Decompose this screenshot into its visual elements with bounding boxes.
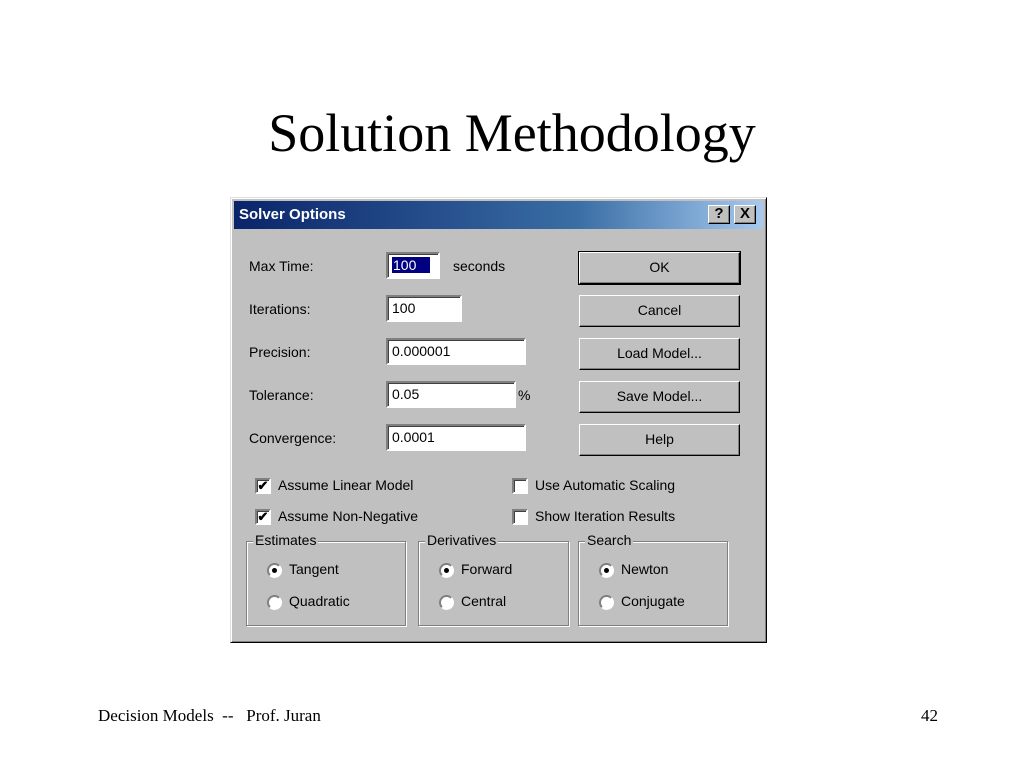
help-button[interactable]: Help — [579, 424, 740, 456]
save-model-button[interactable]: Save Model... — [579, 381, 740, 413]
use-automatic-scaling-label: Use Automatic Scaling — [535, 477, 676, 493]
show-iteration-results-checkbox[interactable] — [512, 509, 528, 525]
search-title: Search — [587, 532, 632, 548]
tolerance-input[interactable]: 0.05 — [386, 381, 516, 408]
estimates-title: Estimates — [255, 532, 317, 548]
newton-radio[interactable] — [599, 563, 614, 578]
precision-input[interactable]: 0.000001 — [386, 338, 526, 365]
estimates-group — [246, 532, 406, 626]
derivatives-title: Derivatives — [427, 532, 497, 548]
use-automatic-scaling-checkbox[interactable] — [512, 478, 528, 494]
cancel-button[interactable]: Cancel — [579, 295, 740, 327]
newton-label: Newton — [621, 561, 669, 577]
tangent-radio[interactable] — [267, 563, 282, 578]
help-icon[interactable]: ? — [708, 205, 730, 224]
dialog-titlebar[interactable] — [234, 201, 763, 229]
search-group — [578, 532, 728, 626]
quadratic-radio[interactable] — [267, 595, 282, 610]
assume-non-negative-checkbox[interactable]: ✔ — [255, 509, 271, 525]
conjugate-label: Conjugate — [621, 593, 685, 609]
max-time-value: 100 — [392, 257, 430, 273]
dialog-title: Solver Options — [239, 206, 346, 223]
solver-options-dialog — [230, 197, 767, 643]
forward-radio[interactable] — [439, 563, 454, 578]
load-model-button[interactable]: Load Model... — [579, 338, 740, 370]
iterations-input[interactable]: 100 — [386, 295, 462, 322]
max-time-input[interactable] — [386, 252, 440, 279]
footer-course: Decision Models -- Prof. Juran — [98, 706, 321, 725]
convergence-input[interactable]: 0.0001 — [386, 424, 526, 451]
assume-linear-model-label: Assume Linear Model — [278, 477, 414, 493]
ok-button[interactable]: OK — [579, 252, 740, 284]
iterations-label: Iterations: — [249, 301, 311, 317]
tolerance-label: Tolerance: — [249, 387, 314, 403]
convergence-label: Convergence: — [249, 430, 337, 446]
central-label: Central — [461, 593, 507, 609]
assume-non-negative-label: Assume Non-Negative — [278, 508, 419, 524]
conjugate-radio[interactable] — [599, 595, 614, 610]
precision-label: Precision: — [249, 344, 311, 360]
quadratic-label: Quadratic — [289, 593, 350, 609]
tangent-label: Tangent — [289, 561, 339, 577]
central-radio[interactable] — [439, 595, 454, 610]
derivatives-group — [418, 532, 569, 626]
slide-title: Solution Methodology — [268, 103, 756, 163]
page-number: 42 — [921, 706, 938, 725]
forward-label: Forward — [461, 561, 513, 577]
close-icon[interactable]: X — [734, 205, 756, 224]
max-time-unit: seconds — [453, 258, 506, 274]
show-iteration-results-label: Show Iteration Results — [535, 508, 676, 524]
assume-linear-model-checkbox[interactable]: ✔ — [255, 478, 271, 494]
max-time-label: Max Time: — [249, 258, 314, 274]
tolerance-unit: % — [518, 387, 531, 403]
